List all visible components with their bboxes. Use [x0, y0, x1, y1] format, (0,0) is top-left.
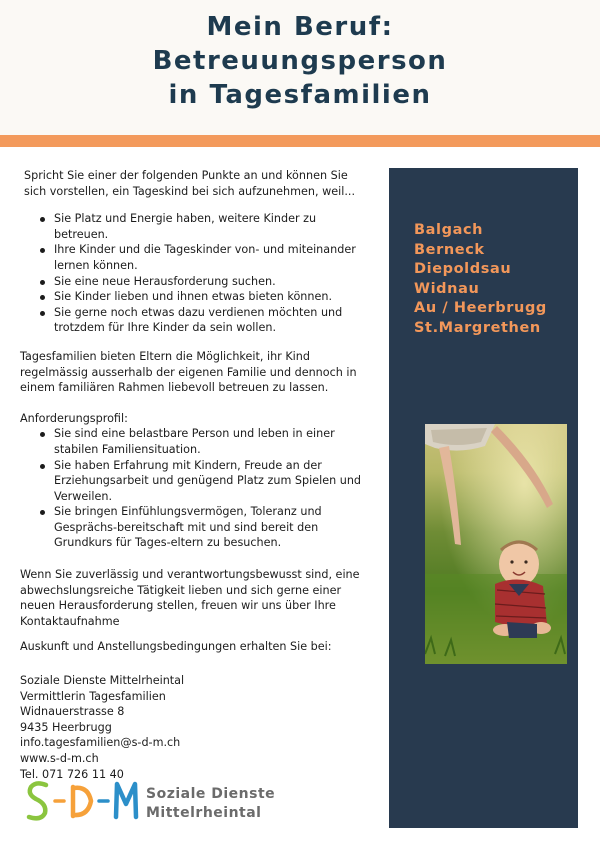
location-item: Au / Heerbrugg [414, 300, 547, 317]
logo-line-1: Soziale Dienste [146, 786, 276, 802]
header-band [0, 0, 600, 135]
points-list [20, 211, 370, 336]
list-item: Sie Kinder lieben und ihnen etwas bieten können. [40, 289, 370, 305]
child-photo-illustration [425, 424, 567, 664]
contact-street: Widnauerstrasse 8 [20, 705, 125, 719]
location-item: Diepoldsau [414, 261, 512, 278]
location-item: Berneck [414, 241, 485, 258]
list-item: Sie haben Erfahrung mit Kindern, Freude an der Erziehungsarbeit und genügend Platz zum Spielen und Verweilen. [40, 458, 370, 505]
contact-block [20, 673, 370, 782]
requirements-heading: Anforderungsprofil: [20, 411, 128, 425]
info-line: Auskunft und Anstellungsbedingungen erhalten Sie bei: [20, 640, 332, 654]
list-item: Sie sind eine belastbare Person und leben in einer stabilen Familiensituation. [40, 426, 370, 457]
title-line-2: Betreuungsperson [152, 46, 448, 76]
closing-text: Wenn Sie zuverlässig und verantwortungsbewusst sind, eine abwechslungsreiche Tätigkeit lieben und sich gerne einer neuen Herausforderung stellen, freuen wir uns über Ihre Kontaktaufnahme [20, 568, 360, 628]
contact-email[interactable]: info.tagesfamilien@s-d-m.ch [20, 736, 181, 750]
locations-sidebar [389, 168, 578, 828]
contact-web[interactable]: www.s-d-m.ch [20, 752, 99, 765]
sdm-logo-mark [24, 776, 139, 826]
locations-list [414, 221, 547, 339]
contact-org: Soziale Dienste Mittelrheintal [20, 674, 185, 688]
location-item: Widnau [414, 280, 480, 297]
child-photo [425, 424, 567, 664]
page-title [0, 10, 600, 112]
requirements-list [20, 426, 370, 551]
list-item: Ihre Kinder und die Tageskinder von- und miteinander lernen können. [40, 242, 370, 273]
title-line-1: Mein Beruf: [206, 12, 394, 42]
logo-line-2: Mittelrheintal [146, 805, 262, 821]
description-text: Tagesfamilien bieten Eltern die Möglichkeit, ihr Kind regelmässig ausserhalb der eigenen Familie und dennoch in einem familiären Rahmen liebevoll betreuen zu lassen. [20, 349, 357, 395]
location-item: Balgach [414, 222, 484, 238]
list-item: Sie bringen Einfühlungsvermögen, Toleranz und Gesprächs-bereitschaft mit und sind bereit den Grundkurs für Tages-eltern zu besuchen. [40, 504, 370, 551]
contact-dept: Vermittlerin Tagesfamilien [20, 689, 166, 703]
list-item: Sie eine neue Herausforderung suchen. [40, 274, 370, 290]
logo-wordmark [146, 785, 275, 823]
orange-divider [0, 135, 600, 147]
title-line-3: in Tagesfamilien [168, 80, 432, 110]
contact-city: 9435 Heerbrugg [20, 720, 112, 734]
location-item: St.Margrethen [414, 319, 541, 336]
intro-text: Spricht Sie einer der folgenden Punkte an und können Sie sich vorstellen, ein Tageskind bei sich aufzunehmen, weil... [24, 169, 356, 198]
list-item: Sie gerne noch etwas dazu verdienen möchten und trotzdem für Ihre Kinder da sein wollen. [40, 305, 370, 336]
main-content [20, 168, 370, 782]
list-item: Sie Platz und Energie haben, weitere Kinder zu betreuen. [40, 211, 370, 242]
organization-logo [24, 776, 294, 826]
contact-phone: Tel. 071 726 11 40 [20, 767, 124, 781]
